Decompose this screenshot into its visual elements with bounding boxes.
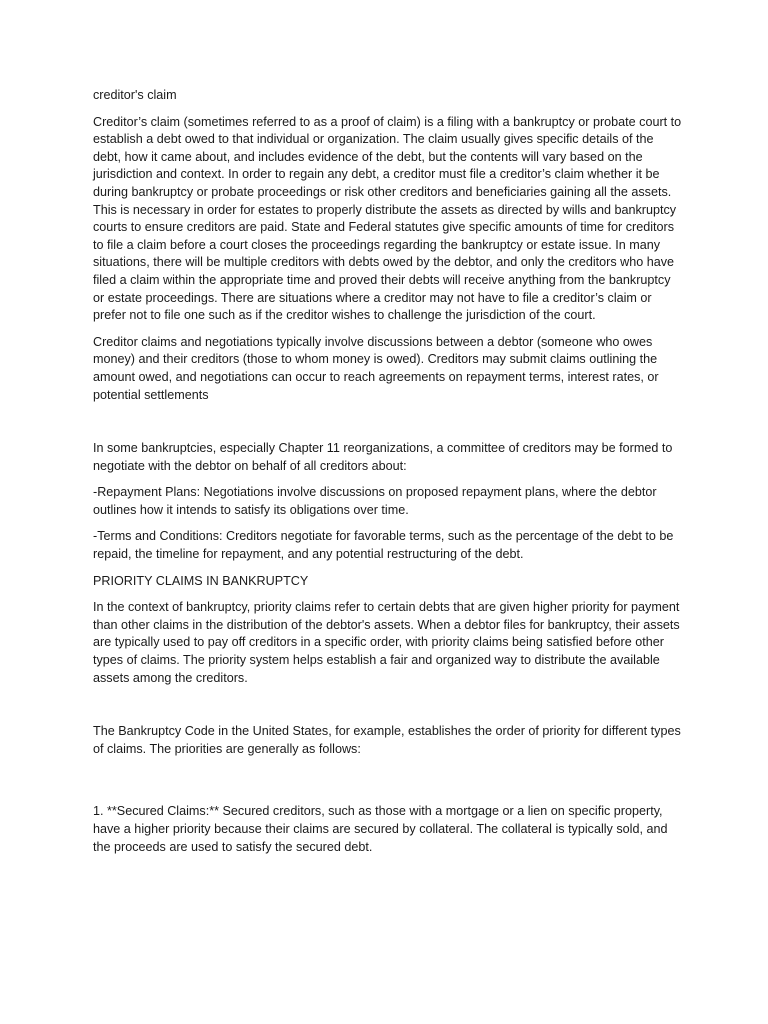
paragraph-bankruptcy-code: The Bankruptcy Code in the United States, for example, establishes the order of priority for different types of claims. The priorities are generally as follows:	[93, 724, 681, 756]
paragraph-repayment-plans: -Repayment Plans: Negotiations involve discussions on proposed repayment plans, where the debtor outlines how it intends to satisfy its obligations over time.	[93, 485, 657, 517]
paragraph-committee-of-creditors: In some bankruptcies, especially Chapter 11 reorganizations, a committee of creditors may be formed to negotiate with the debtor on behalf of all creditors about:	[93, 441, 673, 473]
paragraph-claims-and-negotiations: Creditor claims and negotiations typically involve discussions between a debtor (someone who owes money) and their creditors (those to whom money is owed). Creditors may submit claims outlining the amount owed, and negotiations can occur to reach agreements on repayment terms, interest rates, or potential settlements	[93, 334, 659, 402]
document-heading: creditor's claim	[93, 88, 177, 102]
paragraph-terms-and-conditions: -Terms and Conditions: Creditors negotiate for favorable terms, such as the percentage of the debt to be repaid, the timeline for repayment, and any potential restructuring of the debt.	[93, 529, 674, 562]
blank-line	[93, 413, 683, 440]
blank-line	[93, 696, 683, 723]
document-body	[93, 87, 683, 865]
paragraph-secured-claims: 1. **Secured Claims:** Secured creditors, such as those with a mortgage or a lien on specific property, have a higher priority because their claims are secured by collateral. The collateral is typically sold, and the proceeds are used to satisfy the secured debt.	[93, 804, 668, 854]
blank-line	[93, 767, 683, 803]
paragraph-priority-claims: In the context of bankruptcy, priority claims refer to certain debts that are given higher priority for payment than other claims in the distribution of the debtor's assets. When a debtor files for bankruptcy, their assets are typically used to pay off creditors in a specific order, with priority claims being satisfied before other types of claims. The priority system helps establish a fair and organized way to distribute the available assets among the creditors.	[93, 600, 680, 685]
section-heading-priority-claims: PRIORITY CLAIMS IN BANKRUPTCY	[93, 573, 309, 588]
paragraph-creditors-claim-definition: Creditor’s claim (sometimes referred to as a proof of claim) is a filing with a bankruptcy or probate court to establish a debt owed to that individual or organization. The claim usually gives specific details of the debt, how it came about, and includes evidence of the debt, but the contents will vary based on the jurisdiction and context. In order to regain any debt, a creditor must file a creditor’s claim whether it be during bankruptcy or probate proceedings or risk other creditors and beneficiaries gaining all the assets. This is necessary in order for estates to properly distribute the assets as directed by wills and bankruptcy courts to ensure creditors are paid. State and Federal statutes give specific amounts of time for creditors to file a claim before a court closes the proceedings regarding the bankruptcy or estate issue. In many situations, there will be multiple creditors with debts owed by the debtor, and only the creditors who have filed a claim within the appropriate time and proved their debts will receive anything from the bankruptcy or estate proceedings. There are situations where a creditor may not have to file a creditor’s claim or prefer not to file one such as if the creditor wishes to challenge the jurisdiction of the court.	[93, 114, 682, 323]
